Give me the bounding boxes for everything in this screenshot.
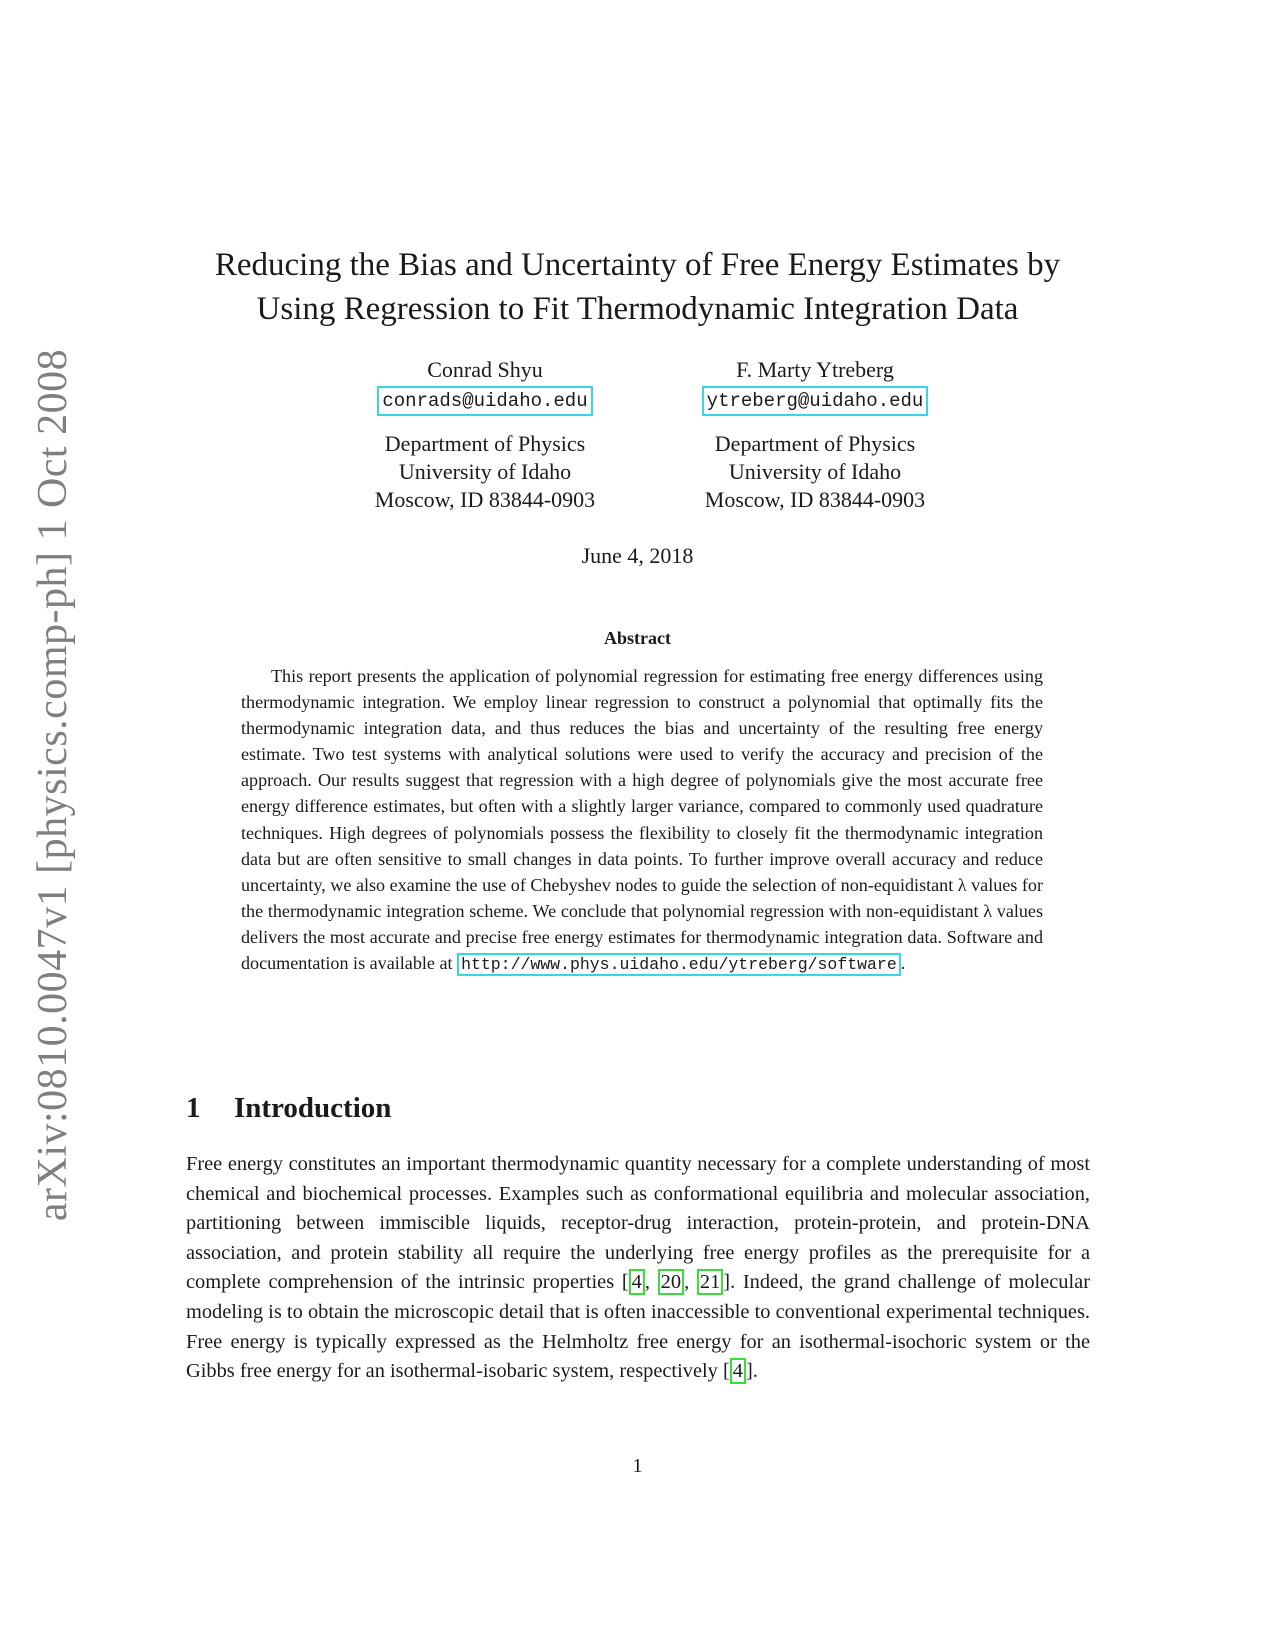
author-email-link[interactable]: ytreberg@uidaho.edu: [702, 386, 929, 416]
author-address: Moscow, ID 83844-0903: [374, 487, 596, 512]
citation-link-21[interactable]: 21: [697, 1269, 723, 1295]
author-block-shyu: [320, 356, 650, 514]
author-affiliation: [650, 430, 980, 514]
page-number: 1: [632, 1455, 643, 1477]
paper-title: [150, 243, 1125, 331]
author-university: University of Idaho: [398, 459, 572, 484]
author-name: F. Marty Ytreberg: [736, 357, 894, 382]
citation-separator: ,: [644, 1271, 658, 1294]
intro-text-1: Free energy constitutes an important thermodynamic quantity necessary for a complete understanding of most chemical and biochemical processes. Examples such as conformational equilibria and molecular association, partitioning between immiscible liquids, receptor-drug interaction, protein-protein, and protein-DNA association, and protein stability all require the underlying free energy profiles as the prerequisite for a complete comprehension of the intrinsic properties: [186, 1153, 1090, 1294]
author-university: University of Idaho: [728, 459, 902, 484]
author-department: Department of Physics: [714, 431, 916, 456]
abstract-heading: Abstract: [604, 628, 671, 648]
section-heading-introduction: [186, 1092, 391, 1125]
citation-link-20[interactable]: 20: [658, 1269, 684, 1295]
arxiv-side-stamp: [18, 348, 88, 1222]
abstract-trailing-period: .: [900, 953, 906, 974]
section-title: Introduction: [234, 1092, 392, 1124]
title-line-1: Reducing the Bias and Uncertainty of Free Energy Estimates by: [214, 247, 1061, 283]
citation-link-4[interactable]: 4: [629, 1269, 645, 1295]
arxiv-identifier: arXiv:0810.0047v1 [physics.comp-ph] 1 Oct 2008: [30, 348, 76, 1222]
section-number: 1: [186, 1092, 201, 1124]
introduction-paragraph: Free energy constitutes an important thermodynamic quantity necessary for a complete understanding of most chemical and biochemical processes. Examples such as conformational equilibria and molecular association, partitioning between immiscible liquids, receptor-drug interaction, protein-protein, and protein-DNA association, and protein stability all require the underlying free energy profiles as the prerequisite for a complete comprehension of the intrinsic properties [ 4 , 20 , 21 ]. Indeed, the grand challenge of molecular modeling is to obtain the microscopic detail that is often inaccessible to conventional experimental techniques. Free energy is typically expressed as the Helmholtz free energy for an isothermal-isochoric system or the Gibbs free energy for an isothermal-isobaric system, respectively [ 4 ].: [186, 1153, 1090, 1383]
citation-separator: ,: [684, 1271, 697, 1294]
intro-text-2: . Indeed, the grand challenge of molecular modeling is to obtain the microscopic detail that is often inaccessible to conventional experimental techniques. Free energy is typically expressed as the Helmholtz free energy for an isothermal-isochoric system or the Gibbs free energy for an isothermal-isobaric system, respectively: [186, 1271, 1090, 1383]
author-address: Moscow, ID 83844-0903: [704, 487, 926, 512]
author-affiliation: [320, 430, 650, 514]
citation-link-4-second[interactable]: 4: [730, 1358, 746, 1384]
author-department: Department of Physics: [384, 431, 586, 456]
paper-date: June 4, 2018: [581, 543, 694, 568]
intro-text-3: .: [752, 1360, 758, 1383]
title-line-2: Using Regression to Fit Thermodynamic Integration Data: [256, 291, 1019, 327]
author-email-link[interactable]: conrads@uidaho.edu: [377, 386, 592, 416]
author-name: Conrad Shyu: [427, 357, 543, 382]
abstract-text: This report presents the application of polynomial regression for estimating free energy differences using thermodynamic integration. We employ linear regression to construct a polynomial that optimally fits the thermodynamic integration data, and thus reduces the bias and uncertainty of the resulting free energy estimate. Two test systems with analytical solutions were used to verify the accuracy and precision of the approach. Our results suggest that regression with a high degree of polynomials give the most accurate free energy difference estimates, but often with a slightly larger variance, compared to commonly used quadrature techniques. High degrees of polynomials possess the flexibility to closely fit the thermodynamic integration data but are often sensitive to small changes in data points. To further improve overall accuracy and reduce uncertainty, we also examine the use of Chebyshev nodes to guide the selection of non-equidistant λ values for the thermodynamic integration scheme. We conclude that polynomial regression with non-equidistant λ values delivers the most accurate and precise free energy estimates for thermodynamic integration data. Software and documentation is available at: [241, 666, 1043, 974]
software-url-link[interactable]: http://www.phys.uidaho.edu/ytreberg/software: [457, 953, 901, 976]
abstract-body: [241, 663, 1043, 978]
author-block-ytreberg: [650, 356, 980, 514]
